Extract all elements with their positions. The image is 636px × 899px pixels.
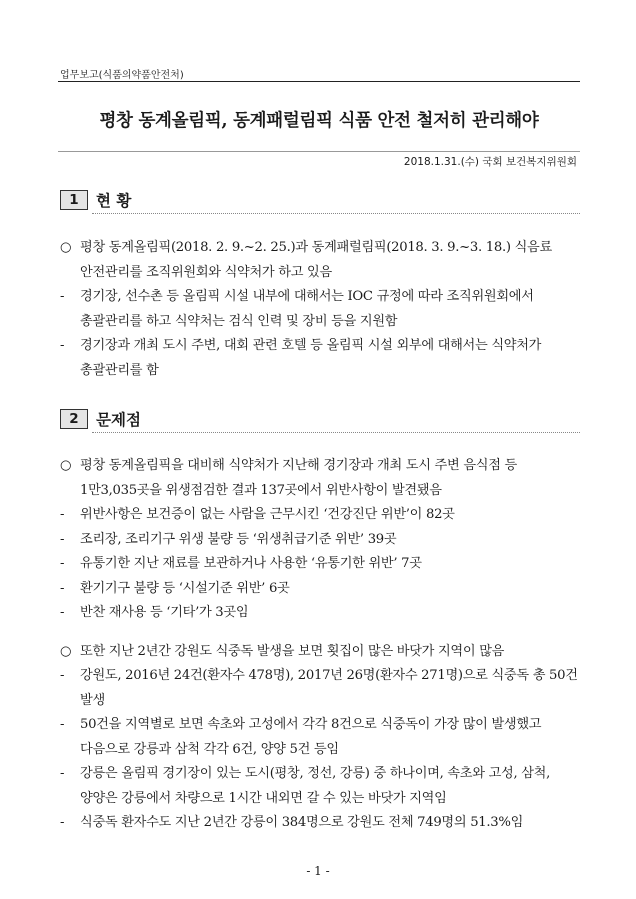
- list-item: [60, 577, 580, 602]
- section-title: 문제점: [96, 411, 141, 429]
- list-item: [60, 334, 580, 383]
- item-text: 경기장과 개최 도시 주변, 대회 관련 호텔 등 올림픽 시설 외부에 대해서는 식약처가 총괄관리를 함: [80, 338, 542, 378]
- section-number-box: 1: [60, 190, 88, 210]
- list-item: [60, 454, 580, 503]
- item-text: 조리장, 조리기구 위생 불량 등 ‘위생취급기준 위반’ 39곳: [80, 531, 397, 547]
- section-heading-2: [60, 407, 141, 431]
- section-rule: [92, 432, 580, 433]
- list-item: [60, 528, 580, 553]
- dash-bullet: -: [60, 556, 65, 571]
- circle-bullet: ○: [60, 458, 72, 473]
- circle-bullet: ○: [60, 643, 72, 659]
- item-text: 식중독 환자수도 지난 2년간 강릉이 384명으로 강원도 전체 749명의 51.3%임: [80, 815, 524, 830]
- page-title: 평창 동계올림픽, 동계패럴림픽 식품 안전 철저히 관리해야: [99, 111, 539, 131]
- item-text: 50건을 지역별로 보면 속초와 고성에서 각각 8건으로 식중독이 가장 많이 발생했고 다음으로 강릉과 삼척 각각 6건, 양양 5건 등임: [80, 717, 542, 757]
- item-text: 평창 동계올림픽(2018. 2. 9.~2. 25.)과 동계패럴림픽(2018. 3. 9.~3. 18.) 식음료 안전관리를 조직위원회와 식약처가 하고 있음: [80, 240, 552, 280]
- list-item: [60, 236, 580, 285]
- item-text: 강원도, 2016년 24건(환자수 478명), 2017년 26명(환자수 271명)으로 식중독 총 50건 발생: [80, 668, 578, 708]
- dash-bullet: -: [60, 717, 65, 732]
- list-item: [60, 552, 580, 577]
- group-spacer: [60, 626, 580, 640]
- dash-bullet: -: [60, 766, 65, 781]
- item-text: 평창 동계올림픽을 대비해 식약처가 지난해 경기장과 개최 도시 주변 음식점 등 1만3,035곳을 위생점검한 결과 137곳에서 위반사항이 발견됐음: [80, 458, 517, 498]
- circle-bullet: ○: [60, 240, 72, 255]
- section-title: 현 황: [96, 192, 132, 210]
- list-item: [60, 503, 580, 528]
- dash-bullet: -: [60, 668, 65, 683]
- section-rule: [92, 213, 580, 214]
- dash-bullet: -: [60, 338, 65, 353]
- header-rule: [58, 81, 580, 82]
- dash-bullet: -: [60, 531, 65, 547]
- document-header: 업무보고(식품의약품안전처): [60, 70, 184, 81]
- list-item: [60, 601, 580, 626]
- section-body-1: [60, 236, 580, 383]
- item-text: 유통기한 지난 재료를 보관하거나 사용한 ‘유통기한 위반’ 7곳: [80, 556, 422, 571]
- page-number: - 1 -: [306, 864, 330, 878]
- item-text: 강릉은 올림픽 경기장이 있는 도시(평창, 정선, 강릉) 중 하나이며, 속초와 고성, 삼척, 양양은 강릉에서 차량으로 1시간 내외면 갈 수 있는 바닷가 지역임: [80, 766, 551, 806]
- dash-bullet: -: [60, 815, 65, 830]
- item-text: 위반사항은 보건증이 없는 사람을 근무시킨 ‘건강진단 위반’이 82곳: [80, 507, 455, 522]
- section-heading-1: [60, 188, 131, 212]
- dash-bullet: -: [60, 605, 65, 620]
- item-text: 또한 지난 2년간 강원도 식중독 발생을 보면 횟집이 많은 바닷가 지역이 많음: [80, 643, 505, 659]
- list-item: [60, 811, 580, 836]
- date-committee-line: 2018.1.31.(수) 국회 보건복지위원회: [403, 156, 577, 168]
- dash-bullet: -: [60, 507, 65, 522]
- list-item: [60, 762, 580, 811]
- item-text: 반찬 재사용 등 ‘기타’가 3곳임: [80, 605, 249, 620]
- title-rule: [58, 151, 580, 152]
- section-number-box: 2: [60, 409, 88, 429]
- list-item: [60, 664, 580, 713]
- dash-bullet: -: [60, 289, 65, 304]
- list-item: [60, 285, 580, 334]
- dash-bullet: -: [60, 580, 65, 596]
- list-item: [60, 713, 580, 762]
- list-item: [60, 640, 580, 665]
- section-body-2: [60, 454, 580, 836]
- item-text: 환기기구 불량 등 ‘시설기준 위반’ 6곳: [80, 580, 290, 596]
- item-text: 경기장, 선수촌 등 올림픽 시설 내부에 대해서는 IOC 규정에 따라 조직위원회에서 총괄관리를 하고 식약처는 검식 인력 및 장비 등을 지원함: [80, 289, 534, 329]
